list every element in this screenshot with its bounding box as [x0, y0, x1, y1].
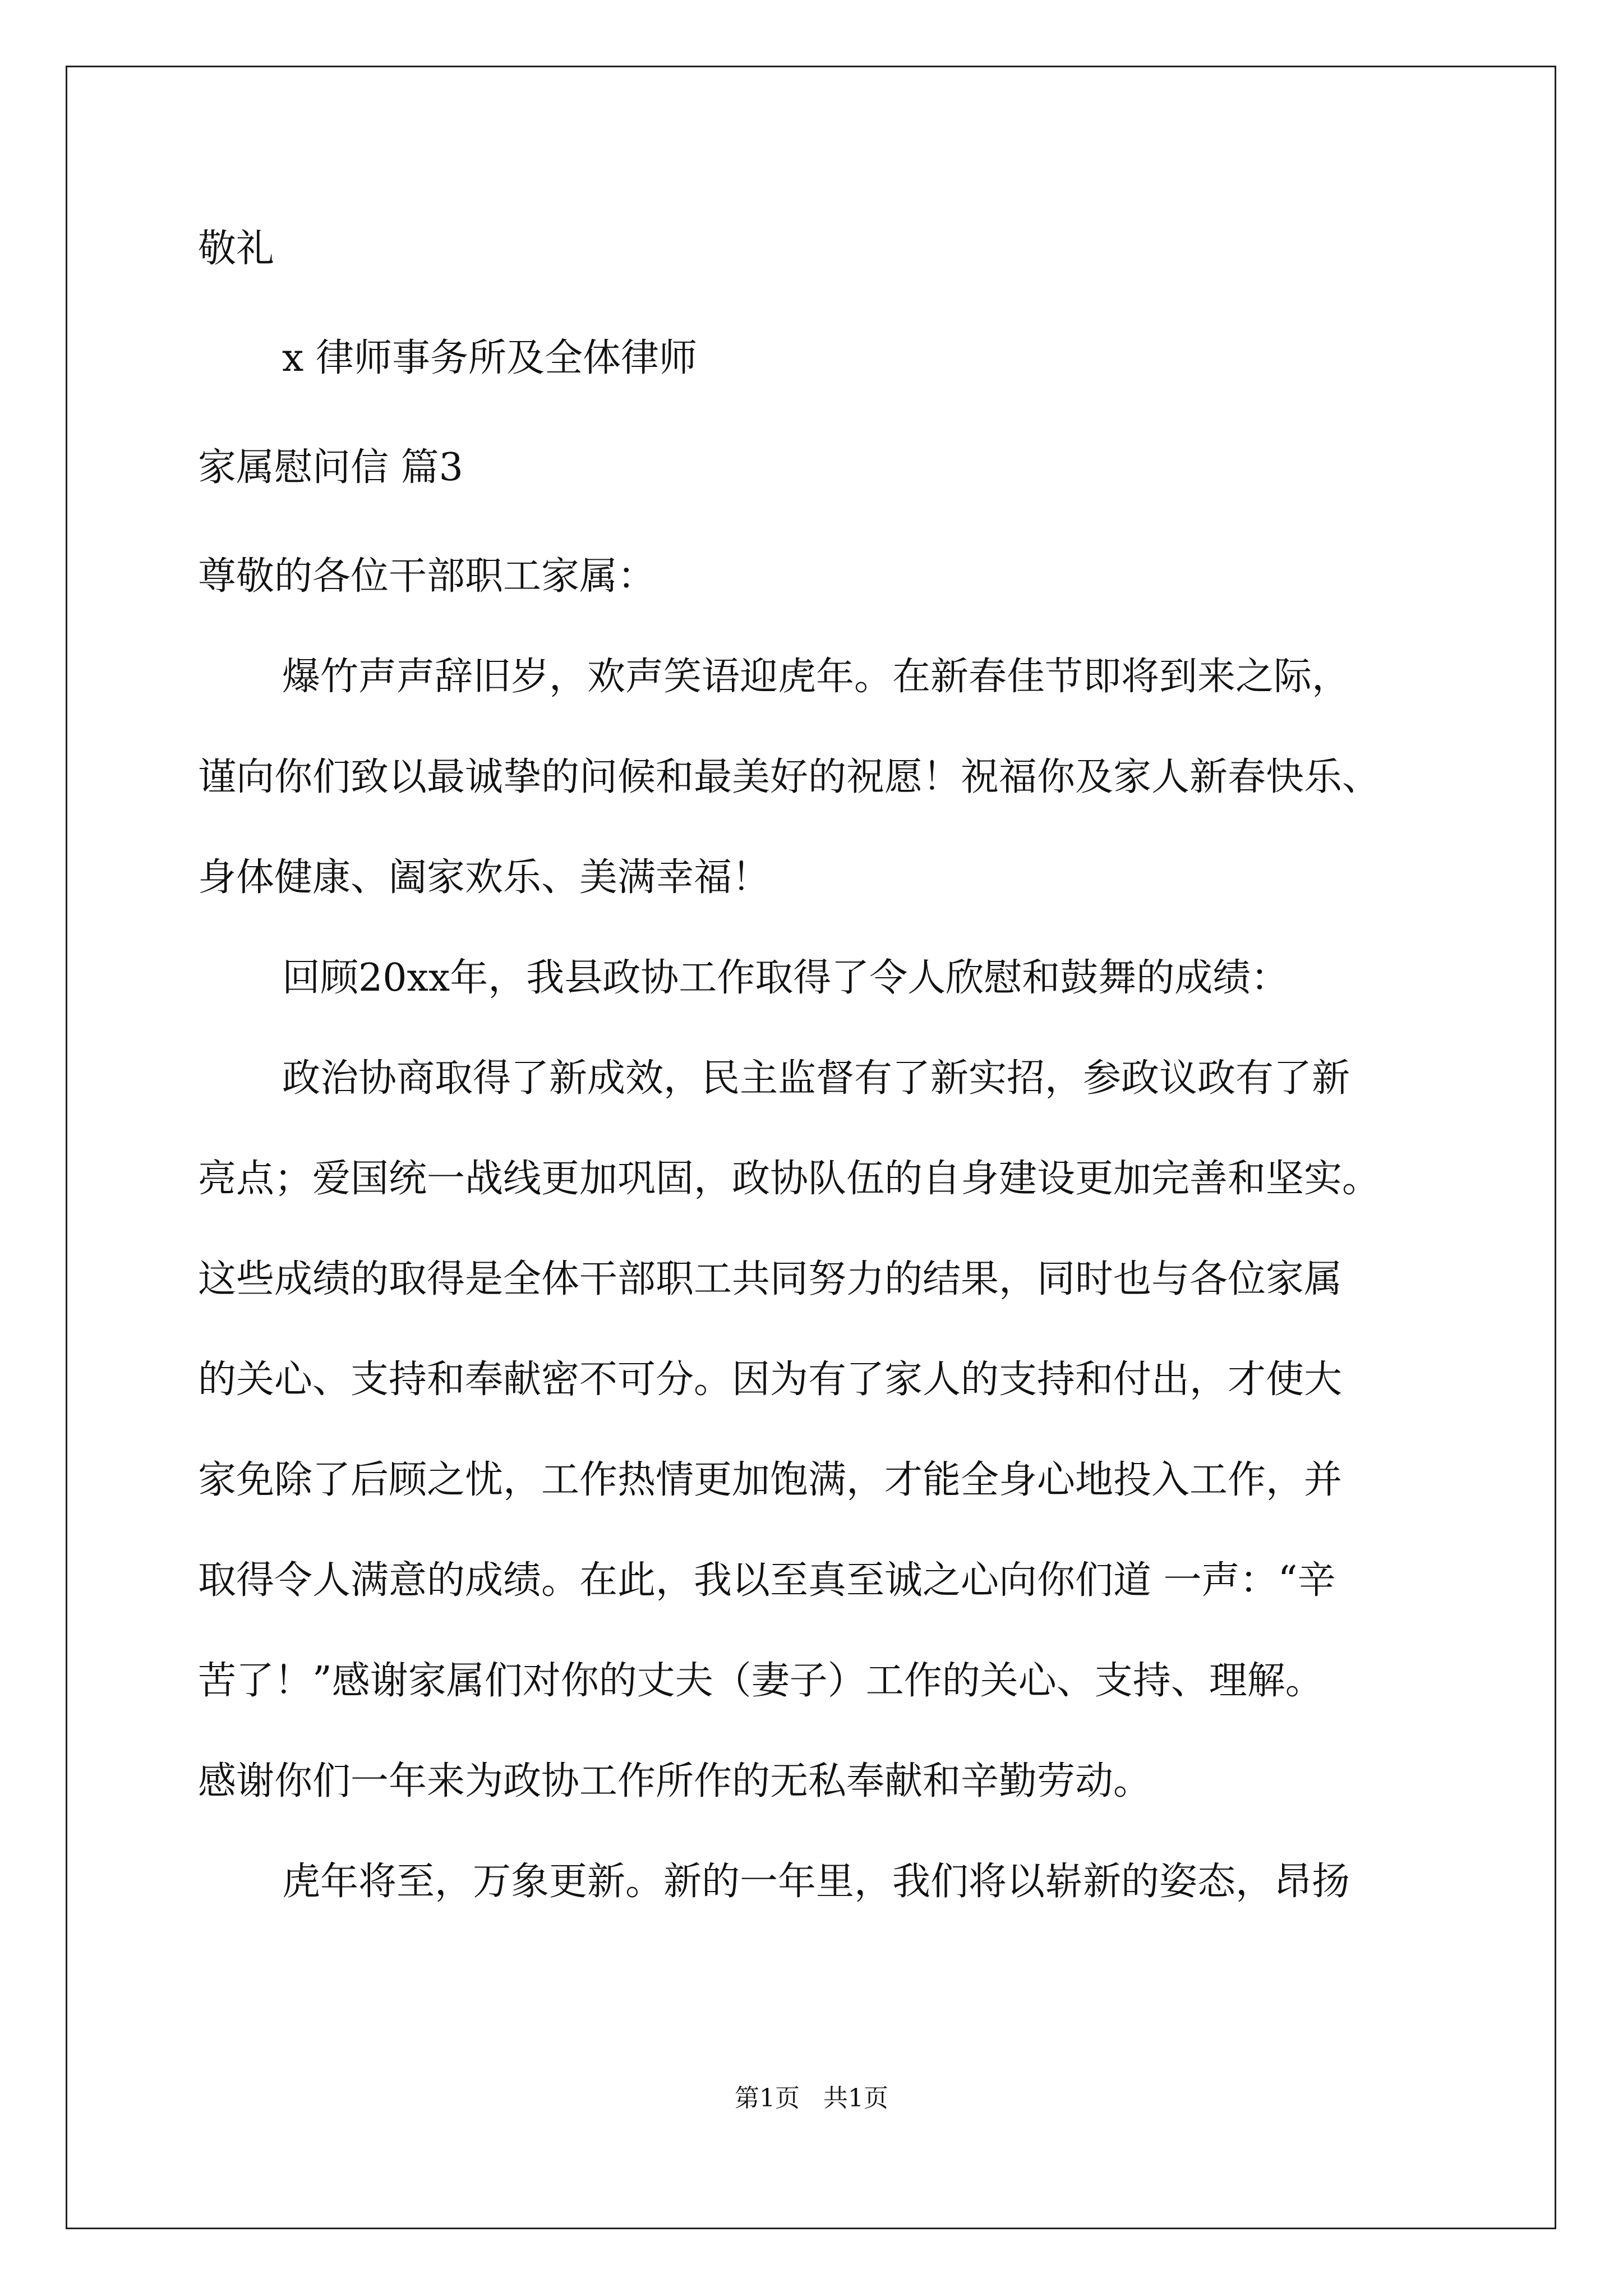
body-line: 爆竹声声辞旧岁，欢声笑语迎虎年。在新春佳节即将到来之际， [282, 655, 1350, 699]
body-line: 回顾20xx年，我县政协工作取得了令人欣慰和鼓舞的成绩： [282, 956, 1289, 1000]
letter-greeting: 尊敬的各位干部职工家属： [198, 554, 656, 599]
body-line: 家免除了后顾之忧，工作热情更加饱满，才能全身心地投入工作，并 [198, 1458, 1343, 1502]
body-line: 取得令人满意的成绩。在此，我以至真至诚之心向你们道 一声：“辛 [198, 1558, 1336, 1603]
body-line: 身体健康、阖家欢乐、美满幸福！ [198, 855, 771, 900]
body-line: 谨向你们致以最诚挚的问候和最美好的祝愿！祝福你及家人新春快乐、 [198, 755, 1381, 799]
closing-signature: x 律师事务所及全体律师 [282, 336, 697, 380]
body-line: 感谢你们一年来为政协工作所作的无私奉献和辛勤劳动。 [198, 1759, 1152, 1803]
page-number-footer: 第1页 共1页 [735, 2084, 888, 2113]
body-line: 亮点；爱国统一战线更加巩固，政协队伍的自身建设更加完善和坚实。 [198, 1157, 1381, 1201]
body-line: 这些成绩的取得是全体干部职工共同努力的结果，同时也与各位家属 [198, 1257, 1343, 1301]
section-heading: 家属慰问信 篇3 [198, 445, 463, 490]
closing-salutation: 敬礼 [198, 227, 275, 271]
page-frame [66, 66, 1556, 2229]
body-line: 的关心、支持和奉献密不可分。因为有了家人的支持和付出，才使大 [198, 1358, 1343, 1402]
body-line: 苦了！”感谢家属们对你的丈夫（妻子）工作的关心、支持、理解。 [198, 1659, 1324, 1703]
body-line: 虎年将至，万象更新。新的一年里，我们将以崭新的姿态，昂扬 [282, 1860, 1350, 1904]
body-line: 政治协商取得了新成效，民主监督有了新实招，参政议政有了新 [282, 1056, 1350, 1101]
